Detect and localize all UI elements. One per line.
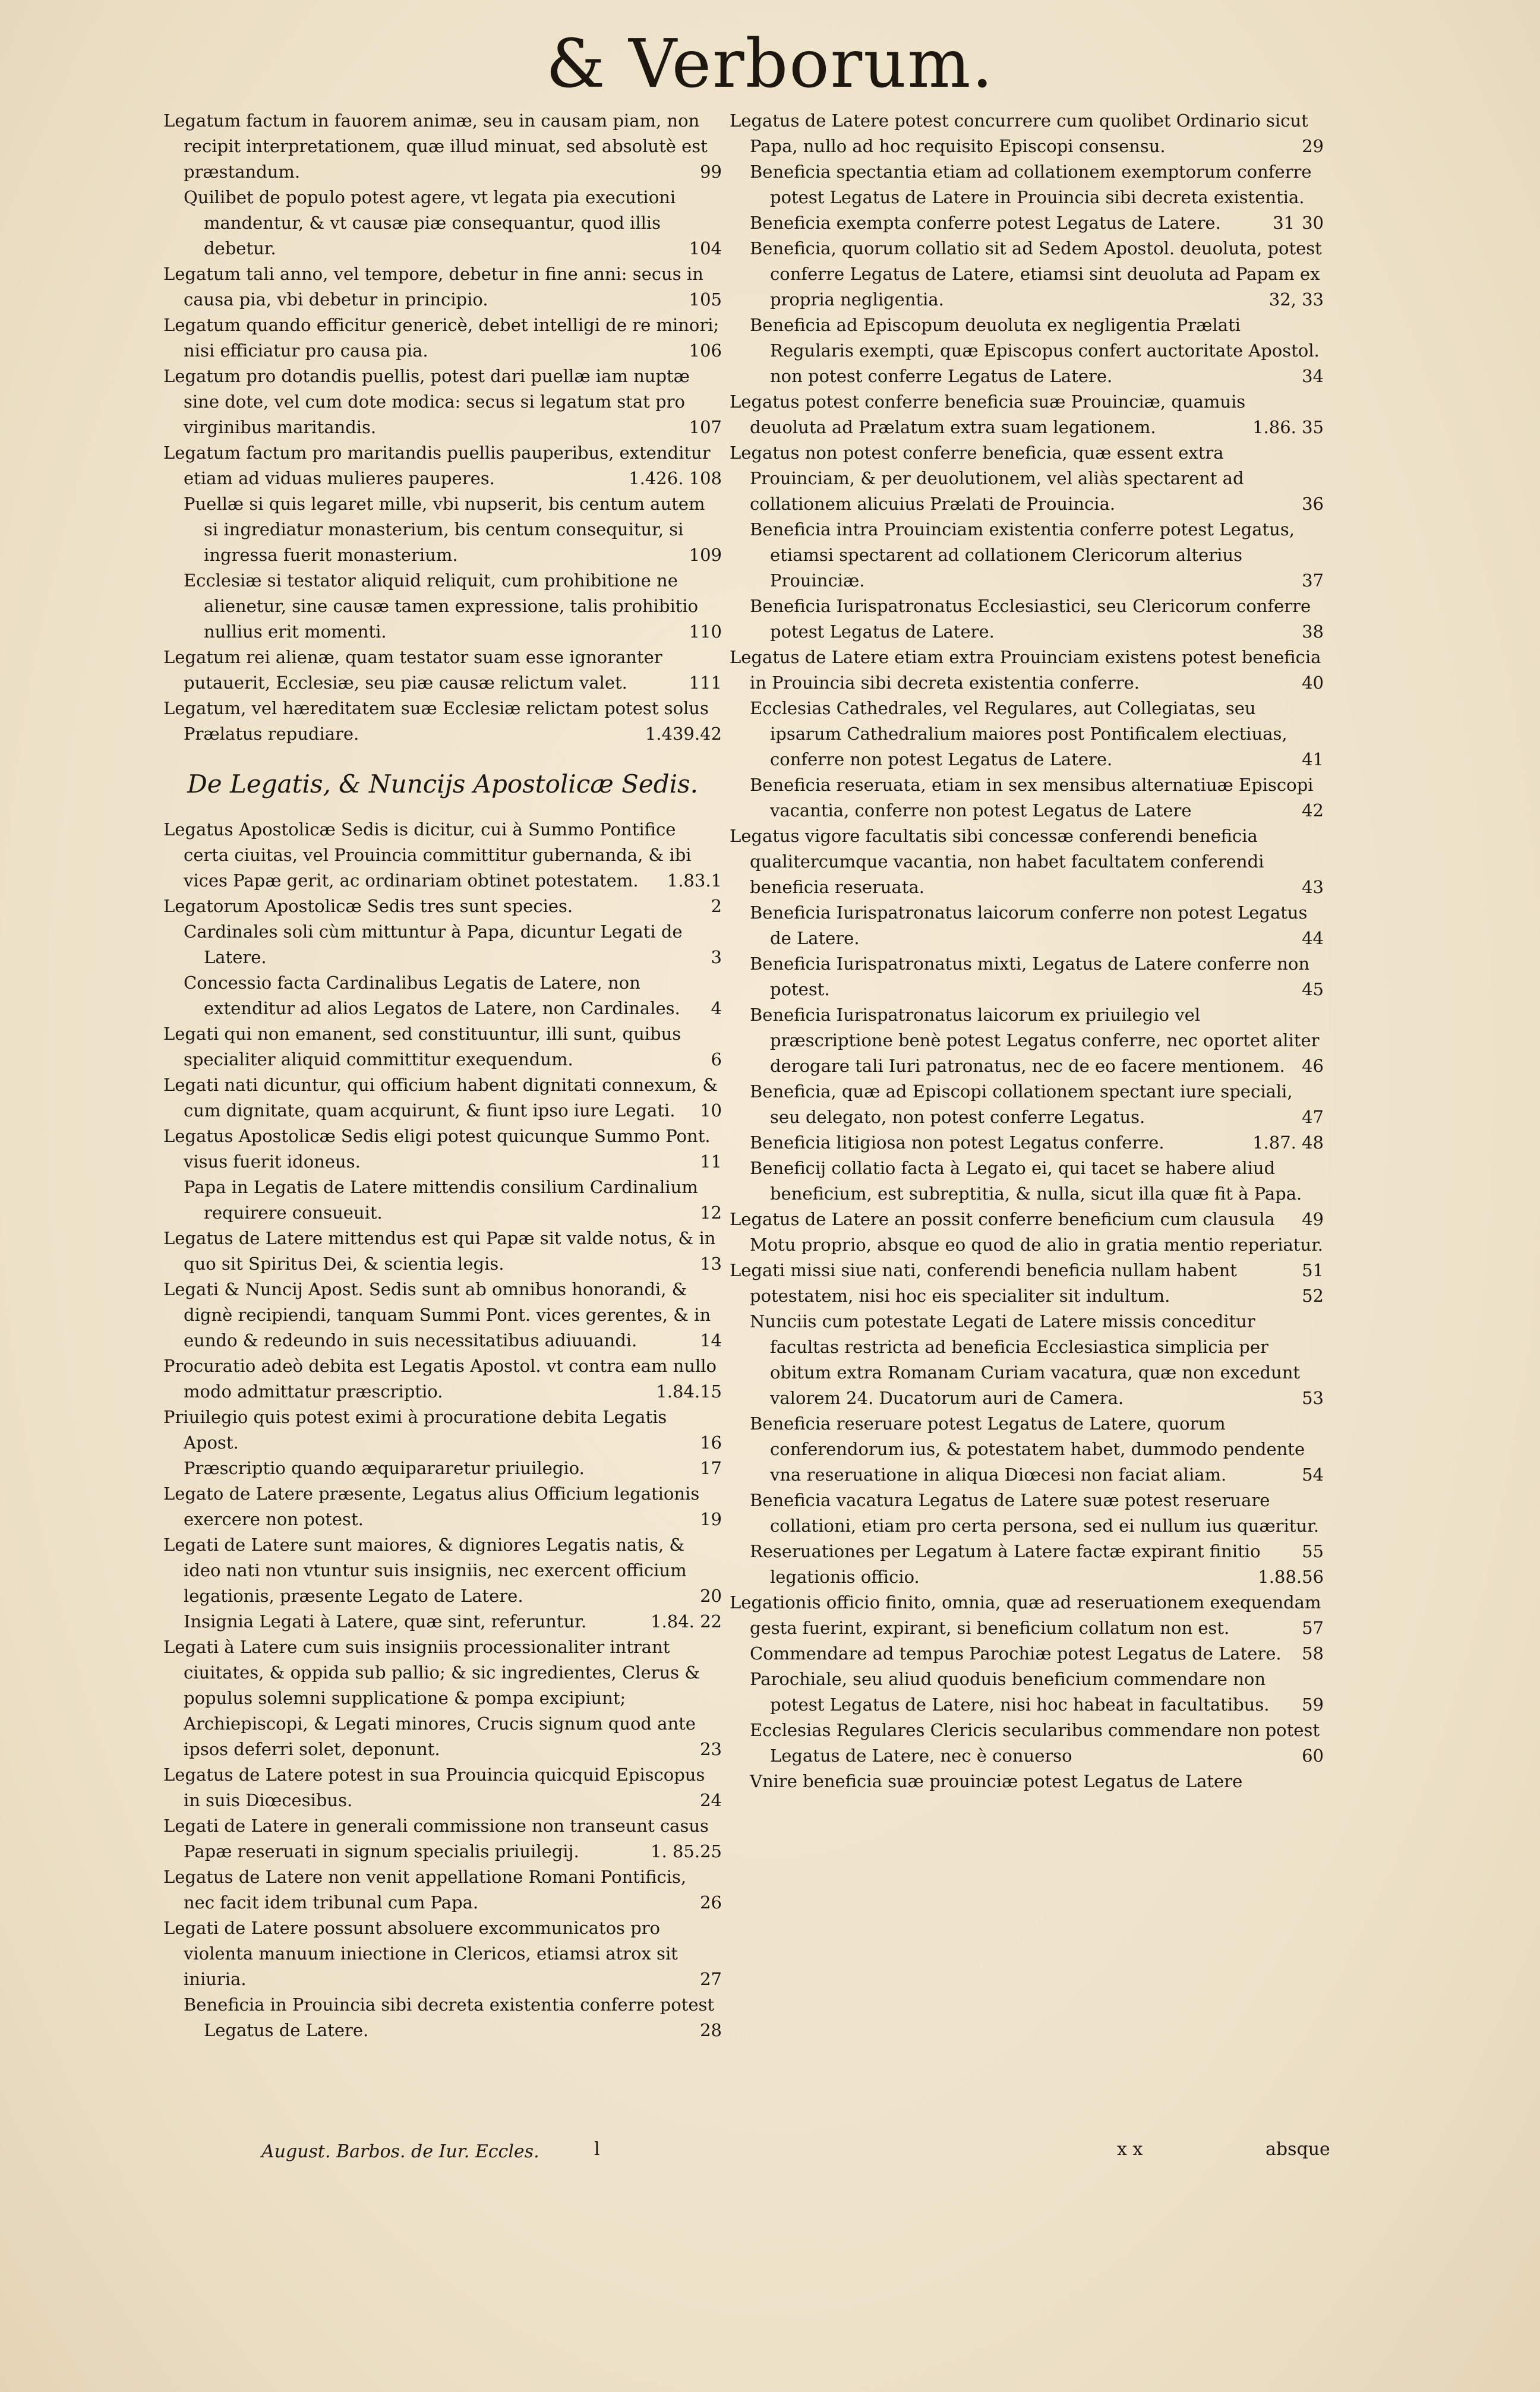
entry-text: Beneficia vacatura Legatus de Latere suæ potest reseruare collationi, etiam pro certa persona, sed ei nullum ius quæritur. [750, 1490, 1319, 1536]
index-entry [730, 1130, 1324, 1156]
entry-text: Papa in Legatis de Latere mittendis consilium Cardinalium requirere consueuit. [184, 1177, 698, 1223]
entry-number: 105 [689, 289, 722, 310]
entry-number: 20 [700, 1586, 722, 1606]
entry-text: Legato de Latere præsente, Legatus alius Officium legationis exercere non potest. [163, 1484, 700, 1529]
entry-number: 10 [700, 1100, 722, 1121]
index-entry [730, 823, 1324, 900]
entry-text: Ecclesias Regulares Clericis secularibus commendare non potest Legatus de Latere, nec è conuerso [750, 1720, 1320, 1766]
index-entry [163, 645, 722, 696]
entry-text: Puellæ si quis legaret mille, vbi nupserit, bis centum autem si ingrediatur monasterium, bis centum consequitur, si ingressa fuerit monasterium. [184, 494, 705, 565]
index-entry [163, 1021, 722, 1072]
index-entry [163, 568, 722, 645]
entry-text: Beneficia Iurispatronatus Ecclesiastici, seu Clericorum conferre potest Legatus de Latere. [750, 596, 1311, 642]
entry-text: Concessio facta Cardinalibus Legatis de Latere, non extenditur ad alios Legatos de Latere, non Cardinales. [184, 973, 680, 1018]
entry-text: Reseruationes per Legatum à Latere factæ expirant finitio legationis officio. [750, 1541, 1261, 1587]
entry-number: 110 [689, 621, 722, 642]
entry-text: Legatus de Latere etiam extra Prouinciam existens potest beneficia in Prouincia sibi decreta existentia conferre. [730, 647, 1321, 693]
entry-number: 3 [711, 947, 722, 967]
entry-text: Legatus de Latere mittendus est qui Papæ sit valde notus, & in quo sit Spiritus Dei, & scientia legis. [163, 1228, 716, 1274]
index-entry [730, 1718, 1324, 1769]
entry-number: 53 [1302, 1388, 1324, 1408]
index-entry [163, 817, 722, 894]
entry-text: Legatus potest conferre beneficia suæ Prouinciæ, quamuis deuoluta ad Prælatum extra suam legationem. [730, 392, 1246, 437]
entry-text: Vnire beneficia suæ prouinciæ potest Legatus de Latere [750, 1771, 1243, 1791]
entry-text: Nunciis cum potestate Legati de Latere missis conceditur facultas restricta ad beneficia Ecclesiastica simplicia per obitum extra Romanam Curiam vacatura, quæ non excedunt valorem 24. Ducatorum auri de Camera. [750, 1311, 1301, 1408]
index-entry [163, 313, 722, 364]
entry-text: Ecclesias Cathedrales, vel Regulares, aut Collegiatas, seu ipsarum Cathedralium maiores post Pontificalem electiuas, conferre non potest Legatus de Latere. [750, 698, 1287, 769]
entry-text: Commendare ad tempus Parochiæ potest Legatus de Latere. [750, 1643, 1282, 1664]
index-entry [730, 1667, 1324, 1718]
entry-text: Legationis officio finito, omnia, quæ ad reseruationem exequendam gesta fuerint, expirant, si beneficium collatum non est. [730, 1592, 1321, 1638]
index-entry [163, 1634, 722, 1762]
entry-text: Legati de Latere in generali commissione non transeunt casus Papæ reseruati in signum specialis priuilegij. [163, 1816, 709, 1861]
index-entry [163, 970, 722, 1021]
index-entry [730, 1488, 1324, 1561]
index-entry [730, 210, 1324, 236]
entry-number: 109 [689, 545, 722, 565]
entry-number: 99 [700, 162, 722, 182]
index-entry [730, 772, 1324, 823]
entry-text: Legatus vigore facultatis sibi concessæ conferendi beneficia qualitercumque vacantia, non habet facultatem conferendi beneficia reseruata. [730, 826, 1264, 897]
index-entry [163, 1481, 722, 1532]
entry-number: 1.86. 35 [1252, 417, 1324, 437]
entry-number: 24 [700, 1790, 722, 1810]
entry-text: Beneficij collatio facta à Legato ei, qui tacet se habere aliud beneficium, est subreptitia, & nulla, sicut illa quæ fit à Papa. [750, 1158, 1302, 1204]
index-entry [730, 1590, 1324, 1641]
entry-number: 2 [711, 896, 722, 916]
index-entry [163, 491, 722, 568]
entry-text: Beneficia Iurispatronatus laicorum ex priuilegio vel præscriptione benè potest Legatus conferre, nec oportet aliter derogare tali Iuri patronatus, nec de eo facere mentionem. [750, 1005, 1320, 1076]
entry-text: Legatus de Latere non venit appellatione Romani Pontificis, nec facit idem tribunal cum Papa. [163, 1867, 687, 1913]
entry-number: 38 [1302, 621, 1324, 642]
entry-text: Beneficia reseruata, etiam in sex mensibus alternatiuæ Episcopi vacantia, conferre non potest Legatus de Latere [750, 775, 1314, 821]
entry-text: Legatum, vel hæreditatem suæ Ecclesiæ relictam potest solus Prælatus repudiare. [163, 698, 709, 744]
entry-number: 32, 33 [1268, 289, 1324, 310]
entry-text: Legati de Latere possunt absoluere excommunicatos pro violenta manuum iniectione in Clericos, etiamsi atrox sit iniuria. [163, 1918, 678, 1989]
index-entry [163, 261, 722, 313]
entry-number: 34 [1302, 366, 1324, 386]
entry-text: Legati nati dicuntur, qui officium habent dignitati connexum, & cum dignitate, quam acquirunt, & fiunt ipso iure Legati. [163, 1075, 718, 1121]
entry-number: 104 [689, 238, 722, 258]
entry-number: 42 [1302, 800, 1324, 821]
entry-text: Beneficia, quæ ad Episcopi collationem spectant iure speciali, seu delegato, non potest conferre Legatus. [750, 1081, 1293, 1127]
entry-number: 13 [700, 1254, 722, 1274]
entry-text: Beneficia litigiosa non potest Legatus conferre. [750, 1132, 1165, 1153]
entry-number: 26 [700, 1892, 722, 1913]
entry-text: Legatum factum pro maritandis puellis pauperibus, extenditur etiam ad viduas mulieres pauperes. [163, 443, 711, 488]
index-entry [163, 1226, 722, 1277]
footer-mark: l [594, 2139, 600, 2160]
entry-number: 16 [700, 1432, 722, 1453]
entry-number: 27 [700, 1969, 722, 1989]
index-entry [730, 517, 1324, 594]
entry-number: 30 [1302, 213, 1324, 233]
index-entry [163, 185, 722, 261]
index-entry [163, 1864, 722, 1916]
index-entry [730, 108, 1324, 159]
entry-text: Legatum tali anno, vel tempore, debetur in fine anni: secus in causa pia, vbi debetur in principio. [163, 264, 703, 310]
index-entry [730, 236, 1324, 313]
entry-number: 14 [700, 1330, 722, 1350]
entry-number: 44 [1302, 928, 1324, 948]
entry-text: Legatus de Latere an possit conferre beneficium cum clausula Motu proprio, absque eo quod de alio in gratia mentio reperiatur. [730, 1209, 1324, 1255]
entry-number: 52 [1302, 1286, 1324, 1306]
entry-text: Legati de Latere sunt maiores, & digniores Legatis natis, & ideo nati non vtuntur suis insigniis, nec exercent officium legationis, præsente Legato de Latere. [163, 1535, 687, 1606]
entry-number: 36 [1302, 494, 1324, 514]
index-entry [730, 1258, 1324, 1309]
index-entry [730, 951, 1324, 1002]
entry-number: 1.88.56 [1258, 1567, 1324, 1587]
entry-text: Legatus de Latere potest concurrere cum quolibet Ordinario sicut Papa, nullo ad hoc requisito Episcopi consensu. [730, 111, 1308, 156]
left-entries-a [163, 108, 722, 747]
entry-text: Parochiale, seu aliud quoduis beneficium commendare non potest Legatus de Latere, nisi hoc habeat in facultatibus. [750, 1669, 1270, 1715]
index-entry [163, 364, 722, 440]
entry-text: Beneficia Iurispatronatus mixti, Legatus de Latere conferre non potest. [750, 954, 1310, 999]
entry-text: Legatorum Apostolicæ Sedis tres sunt species. [163, 896, 573, 916]
entry-number: 23 [700, 1739, 722, 1759]
index-entry [163, 919, 722, 970]
entry-text: Legatum quando efficitur genericè, debet intelligi de re minori; nisi efficiatur pro causa pia. [163, 315, 719, 361]
entry-number: 46 [1302, 1056, 1324, 1076]
entry-number: 40 [1302, 673, 1324, 693]
entry-text: Legati qui non emanent, sed constituuntur, illi sunt, quibus specialiter aliquid committitur exequendum. [163, 1024, 681, 1069]
entry-number: 4 [711, 998, 722, 1018]
entry-number: 29 [1302, 136, 1324, 156]
entry-number: 57 [1302, 1618, 1324, 1638]
index-entry [730, 1411, 1324, 1488]
entry-number: 31 [1273, 213, 1295, 233]
entry-text: Legatum factum in fauorem animæ, seu in causam piam, non recipit interpretationem, quæ illud minuat, sed absolutè est præstandum. [163, 111, 708, 182]
entry-number: 17 [700, 1458, 722, 1478]
entry-number: 1. 85.25 [651, 1841, 722, 1861]
entry-number: 28 [700, 2020, 722, 2040]
index-entry [730, 1309, 1324, 1411]
entry-number: 106 [689, 340, 722, 361]
index-entry [163, 1456, 722, 1481]
entry-number: 59 [1302, 1694, 1324, 1715]
index-entry [730, 1156, 1324, 1229]
entry-text: Legatum rei alienæ, quam testator suam esse ignoranter putauerit, Ecclesiæ, seu piæ causæ relictum valet. [163, 647, 662, 693]
entry-text: Beneficia, quorum collatio sit ad Sedem Apostol. deuoluta, potest conferre Legatus de Latere, etiamsi sint deuoluta ad Papam ex propria negligentia. [750, 238, 1322, 310]
index-entry [163, 108, 722, 185]
entry-text: Beneficia in Prouincia sibi decreta existentia conferre potest Legatus de Latere. [184, 1995, 715, 2040]
entry-number: 19 [700, 1509, 722, 1529]
entry-text: Legatus de Latere potest in sua Prouincia quicquid Episcopus in suis Diœcesibus. [163, 1765, 705, 1810]
entry-text: Legati missi siue nati, conferendi beneficia nullam habent potestatem, nisi hoc eis specialiter sit indultum. [730, 1260, 1237, 1306]
entry-number: 107 [689, 417, 722, 437]
index-entry [730, 696, 1324, 772]
entry-number: 1.83.1 [667, 870, 722, 891]
index-entry [730, 1207, 1324, 1280]
index-entry [730, 1002, 1324, 1079]
entry-text: Procuratio adeò debita est Legatis Apostol. vt contra eam nullo modo admittatur præscriptio. [163, 1356, 717, 1402]
page-title: & Verborum. [545, 26, 995, 103]
left-column [163, 108, 722, 2043]
entry-text: Insignia Legati à Latere, quæ sint, referuntur. [184, 1611, 587, 1632]
index-entry [163, 1072, 722, 1124]
entry-number: 11 [700, 1151, 722, 1172]
index-entry [163, 1353, 722, 1405]
signature-mark: x x [1117, 2139, 1143, 2160]
entry-number: 41 [1302, 749, 1324, 769]
entry-number: 45 [1302, 979, 1324, 999]
entry-text: Legatus Apostolicæ Sedis is dicitur, cui à Summo Pontifice certa ciuitas, vel Prouincia committitur gubernanda, & ibi vices Papæ gerit, ac ordinariam obtinet potestatem. [163, 819, 692, 891]
index-entry [163, 1175, 722, 1226]
entry-number: 111 [689, 673, 722, 693]
entry-text: Præscriptio quando æquipararetur priuilegio. [184, 1458, 585, 1478]
entry-number: 6 [711, 1049, 722, 1069]
index-entry [163, 696, 722, 747]
index-entry [163, 1813, 722, 1864]
entry-number: 43 [1302, 877, 1324, 897]
catchword: absque [1266, 2139, 1330, 2160]
entry-text: Priuilegio quis potest eximi à procuratione debita Legatis Apost. [163, 1407, 667, 1453]
index-entry [163, 1609, 722, 1634]
entry-number: 12 [700, 1203, 722, 1223]
left-entries-b [163, 817, 722, 2043]
entry-text: Cardinales soli cùm mittuntur à Papa, dicuntur Legati de Latere. [184, 922, 683, 967]
entry-number: 58 [1302, 1643, 1324, 1664]
entry-number: 54 [1302, 1465, 1324, 1485]
index-entry [730, 313, 1324, 389]
entry-text: Legatus Apostolicæ Sedis eligi potest quicunque Summo Pont. visus fuerit idoneus. [163, 1126, 711, 1172]
entry-number: 49 [1302, 1209, 1324, 1229]
entry-text: Beneficia Iurispatronatus laicorum conferre non potest Legatus de Latere. [750, 902, 1308, 948]
index-entry [730, 645, 1324, 696]
entry-text: Legati à Latere cum suis insigniis processionaliter intrant ciuitates, & oppida sub pallio; & sic ingredientes, Clerus & populus solemni supplicatione & pompa excipiunt; Archiepiscopi, & Legati minores, Crucis signum quod ante ipsos deferri solet, deponunt. [163, 1637, 700, 1759]
entry-text: Beneficia ad Episcopum deuoluta ex negligentia Prælati Regularis exempti, quæ Episcopus confert auctoritate Apostol. non potest conferre Legatus de Latere. [750, 315, 1320, 386]
index-entry [730, 389, 1324, 440]
index-entry [730, 594, 1324, 645]
section-heading: De Legatis, & Nuncijs Apostolicæ Sedis. [187, 769, 698, 799]
footer-author: August. Barbos. de Iur. Eccles. [261, 2141, 539, 2162]
entry-text: Ecclesiæ si testator aliquid reliquit, cum prohibitione ne alienetur, sine causæ tamen expressione, talis prohibitio nullius erit momenti. [184, 570, 699, 642]
entry-number: 60 [1302, 1746, 1324, 1766]
entry-text: Legatum pro dotandis puellis, potest dari puellæ iam nuptæ sine dote, vel cum dote modica: secus si legatum stat pro virginibus maritandis. [163, 366, 690, 437]
entry-number: 1.84.15 [656, 1381, 722, 1402]
entry-text: Beneficia intra Prouinciam existentia conferre potest Legatus, etiamsi spectarent ad collationem Clericorum alterius Prouinciæ. [750, 519, 1295, 591]
entry-text: Beneficia exempta conferre potest Legatus de Latere. [750, 213, 1221, 233]
index-entry [163, 1762, 722, 1813]
index-entry [163, 894, 722, 919]
entry-number: 37 [1302, 570, 1324, 591]
index-entry [730, 900, 1324, 951]
index-entry [163, 1277, 722, 1353]
entry-number: 1.87. 48 [1252, 1132, 1324, 1153]
entry-number: 47 [1302, 1107, 1324, 1127]
index-entry [163, 1124, 722, 1175]
entry-number: 1.439.42 [645, 724, 722, 744]
index-entry [163, 440, 722, 491]
index-entry [163, 1532, 722, 1609]
entry-number: 1.84. 22 [651, 1611, 722, 1632]
entry-text: Beneficia reseruare potest Legatus de Latere, quorum conferendorum ius, & potestatem habet, dummodo pendente vna reseruatione in aliqua Diœcesi non faciat aliam. [750, 1413, 1305, 1485]
index-entry [730, 1641, 1324, 1667]
right-entries [730, 108, 1324, 1794]
index-entry [730, 1539, 1324, 1590]
entry-text: Quilibet de populo potest agere, vt legata pia executioni mandentur, & vt causæ piæ consequantur, quod illis debetur. [184, 187, 676, 258]
index-entry [730, 1079, 1324, 1130]
index-entry [163, 1916, 722, 1992]
index-entry [163, 1992, 722, 2043]
index-entry [730, 440, 1324, 517]
entry-text: Legatus non potest conferre beneficia, quæ essent extra Prouinciam, & per deuolutionem, vel aliàs spectarent ad collationem alicuius Prælati de Prouincia. [730, 443, 1244, 514]
index-entry [730, 1769, 1324, 1794]
entry-number: 1.426. 108 [629, 468, 722, 488]
entry-number: 55 [1302, 1541, 1324, 1561]
entry-text: Legati & Nuncij Apost. Sedis sunt ab omnibus honorandi, & dignè recipiendi, tanquam Summi Pont. vices gerentes, & in eundo & redeundo in suis necessitatibus adiuuandi. [163, 1279, 711, 1350]
entry-number: 51 [1302, 1260, 1324, 1280]
index-entry [163, 1405, 722, 1456]
entry-text: Beneficia spectantia etiam ad collationem exemptorum conferre potest Legatus de Latere in Prouincia sibi decreta existentia. [750, 162, 1312, 207]
right-column [730, 108, 1324, 1794]
